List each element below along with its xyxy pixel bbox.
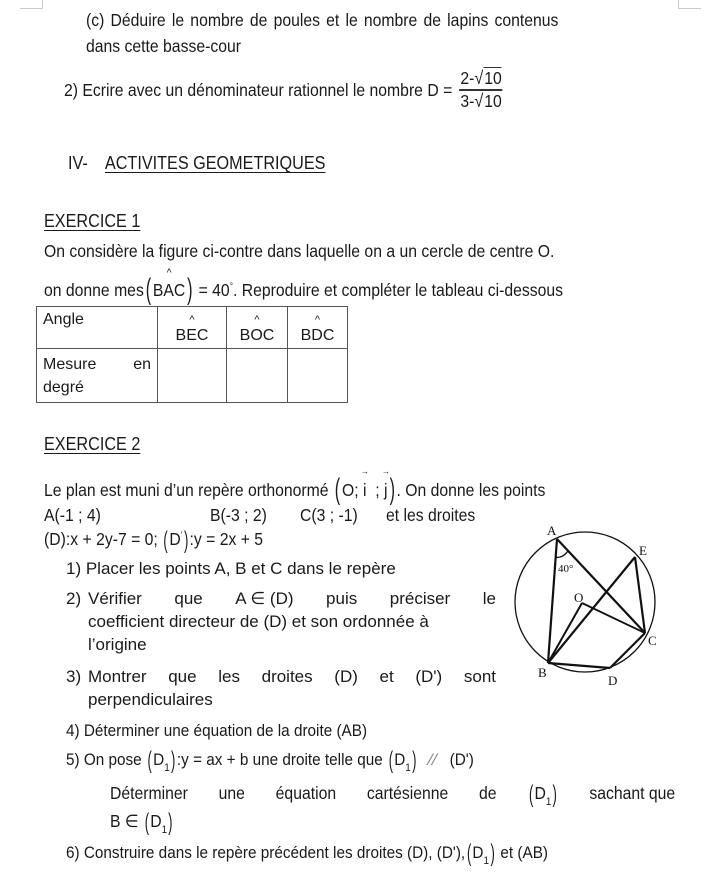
table-cell-value[interactable] (158, 349, 227, 403)
page-corner-mark-left (20, 0, 43, 9)
table-cell-angle: ^ BEC (158, 307, 227, 349)
exercice-1-line2: on donne mes(^ BAC) = 40°. Reproduire et compléter le tableau ci-dessous (44, 280, 563, 301)
vector-j: → j (384, 480, 388, 501)
label-c: C (648, 633, 657, 648)
item-3: 3) Montrer que les droites (D) et (D') sont perpendiculaires (66, 667, 496, 709)
section-title: ACTIVITES GEOMETRIQUES (104, 153, 326, 173)
segment-dc (610, 633, 645, 668)
angle-bac: ^ BAC (153, 280, 185, 301)
fraction-d: $\frac{2-√10}{3-√10}$ (460, 68, 502, 111)
exercice-2-title: EXERCICE 2 (44, 434, 141, 454)
label-b: B (538, 665, 547, 680)
table-measure-row (37, 349, 348, 403)
equation-d: (D):x + 2y-7 = 0; (44, 529, 158, 549)
label-e: E (639, 543, 647, 558)
label-o: O (574, 590, 584, 605)
table-cell-value[interactable] (288, 349, 348, 403)
table-cell-angle: ^ BOC (227, 307, 288, 349)
table-cell-angle-label: Angle (37, 307, 158, 349)
point-c: C(3 ; -1) (300, 505, 358, 525)
circle-figure (500, 515, 700, 695)
exercice-1-line1: On considère la figure ci-contre dans laquelle on a un cercle de centre O. (44, 241, 555, 261)
droites-text: et les droites (386, 505, 476, 525)
label-a: A (547, 523, 557, 538)
vector-i: → i (363, 480, 367, 501)
segment-bd (548, 663, 610, 668)
segment-ac (557, 539, 645, 633)
table-cell-angle: ^ BDC (288, 307, 348, 349)
segment-oc (582, 603, 645, 633)
table-header-row (37, 307, 348, 349)
part-c-line1: (c) Déduire le nombre de poules et le nombre de lapins contenus (86, 10, 559, 30)
segment-ec (635, 557, 645, 633)
table-cell-measure-label: Mesure en degré (37, 349, 158, 403)
line-equations: (D):x + 2y-7 = 0; (D'):y = 2x + 5 (44, 527, 264, 554)
circle (515, 532, 655, 672)
exercice-1-title: EXERCICE 1 (44, 211, 141, 231)
question-2 (64, 64, 503, 116)
point-a: A(-1 ; 4) (44, 505, 101, 525)
point-b: B(-3 ; 2) (210, 505, 267, 525)
equation-d-prime: :y = 2x + 5 (189, 529, 264, 549)
angles-table (36, 306, 348, 403)
parallel-symbol: ⁄⁄ (429, 750, 439, 769)
table-cell-value[interactable] (227, 349, 288, 403)
section-heading (68, 153, 325, 174)
item-2: 2) Vérifier que A ∈ (D) puis préciser le coefficient directeur de (D) et son ordonnée à l’origine (66, 589, 496, 654)
exercice-2-intro: Le plan est muni d’un repère orthonormé ( O; → i ; → j) . On donne les points (44, 480, 545, 501)
label-d: D (608, 673, 618, 688)
page-corner-mark-right (678, 0, 701, 9)
item-5-line2: Déterminer une équation cartésienne de $(D_1)$ sachant que (110, 781, 676, 808)
item-5: 5) On pose $(D_1):y$ = ax + b une droite telle que $(D_1)$ ⁄⁄ (D') (66, 747, 474, 774)
item-1: 1) Placer les points A, B et C dans le repère (66, 559, 396, 578)
item-4: 4) Déterminer une équation de la droite (AB) (66, 721, 368, 740)
part-c-line2: dans cette basse-cour (86, 36, 241, 56)
item-5-line3: B ∈ $(D_1)$ (110, 809, 173, 836)
item-6: 6) Construire dans le repère précédent les droites (D), $(D'),(D_1)$ et (AB) (66, 840, 549, 867)
section-number: IV- (68, 153, 88, 173)
segment-ob (548, 603, 582, 663)
angle-label: 40° (558, 563, 574, 575)
question-2-text: 2) Ecrire avec un dénominateur rationnel le nombre D = (64, 79, 453, 100)
